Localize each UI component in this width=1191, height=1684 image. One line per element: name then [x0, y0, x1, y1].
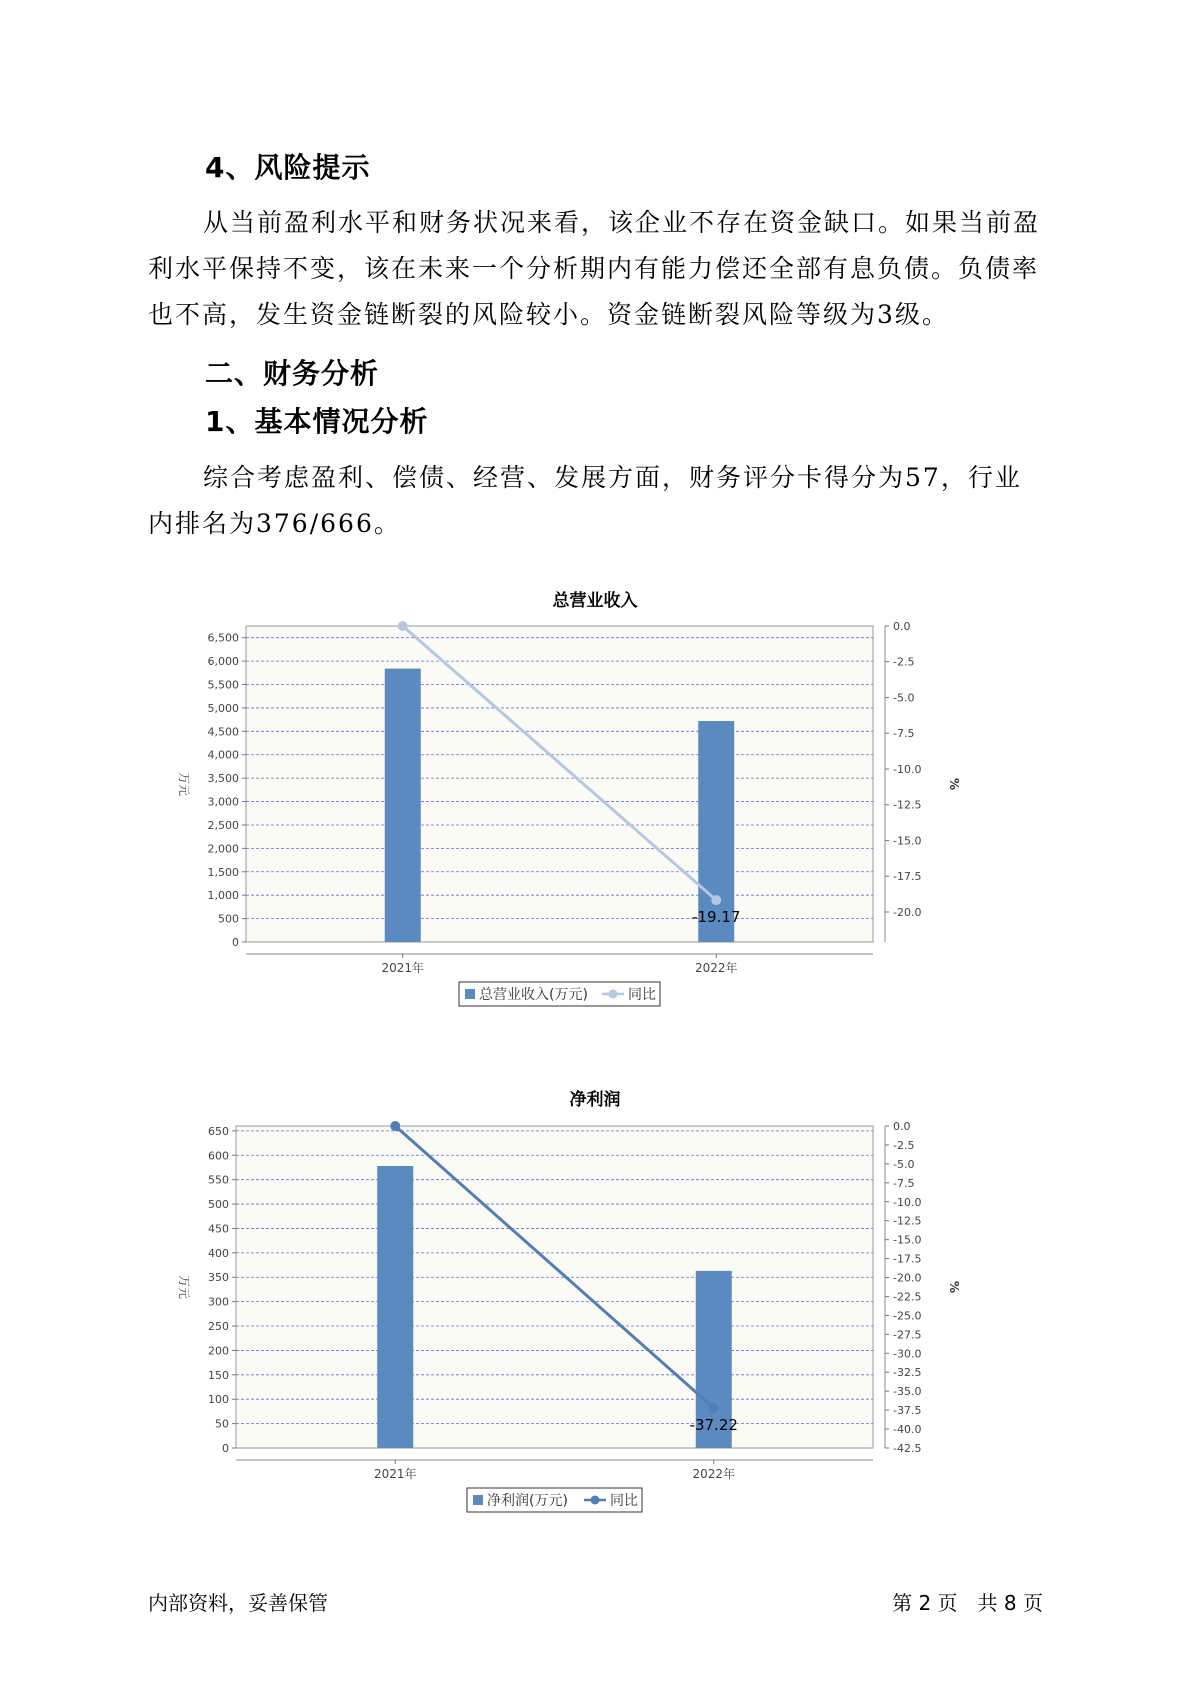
legend-label: 同比 [628, 987, 656, 1003]
basic-analysis-heading: 1、基本情况分析 [205, 405, 429, 438]
revenue-chart-title: 总营业收入 [552, 591, 638, 611]
y2-tick-label: -37.5 [893, 1404, 922, 1418]
x-tick-label: 2022年 [694, 961, 738, 975]
y-tick-label: 4,500 [207, 725, 239, 739]
y-tick-label: 600 [208, 1149, 229, 1163]
y-tick-label: 500 [218, 912, 239, 926]
legend-label: 总营业收入(万元) [479, 987, 588, 1003]
y-tick-label: 250 [208, 1320, 229, 1334]
y2-axis-label: % [947, 777, 961, 791]
y-axis-label: 万元 [177, 771, 191, 797]
y2-tick-label: -12.5 [893, 1214, 922, 1228]
y2-tick-label: -10.0 [893, 1195, 922, 1209]
y2-tick-label: -27.5 [893, 1328, 922, 1342]
legend-label: 净利润(万元) [487, 1493, 568, 1509]
y-tick-label: 400 [208, 1246, 229, 1260]
y2-tick-label: -20.0 [893, 1271, 922, 1285]
y-tick-label: 300 [208, 1295, 229, 1309]
y-tick-label: 5,000 [207, 701, 239, 715]
y-tick-label: 450 [208, 1222, 229, 1236]
y-tick-label: 50 [215, 1417, 229, 1431]
y-axis-label: 万元 [177, 1274, 191, 1300]
y2-tick-label: -7.5 [893, 727, 915, 741]
y-tick-label: 150 [208, 1368, 229, 1382]
y-tick-label: 4,000 [207, 748, 239, 762]
yoy-point [398, 621, 408, 631]
legend-swatch-bar [473, 1495, 483, 1505]
y2-tick-label: -7.5 [893, 1176, 915, 1190]
net-profit-chart-title: 净利润 [569, 1090, 621, 1110]
legend-swatch-point [609, 990, 618, 999]
yoy-data-label: -37.22 [689, 1415, 738, 1434]
yoy-point [390, 1121, 400, 1131]
y-tick-label: 550 [208, 1173, 229, 1187]
y2-tick-label: -5.0 [893, 691, 915, 705]
y-tick-label: 1,500 [207, 865, 239, 879]
y2-tick-label: -10.0 [893, 762, 922, 776]
y-tick-label: 5,500 [207, 678, 239, 692]
y-tick-label: 6,500 [207, 631, 239, 645]
bar [385, 669, 421, 942]
y-tick-label: 100 [208, 1393, 229, 1407]
y-tick-label: 350 [208, 1271, 229, 1285]
y2-tick-label: -42.5 [893, 1442, 922, 1455]
y-tick-label: 0 [222, 1442, 229, 1455]
y2-tick-label: 0.0 [893, 1120, 911, 1133]
legend-swatch-bar [465, 989, 475, 999]
y-tick-label: 3,500 [207, 772, 239, 786]
y2-tick-label: -17.5 [893, 1252, 922, 1266]
y-tick-label: 3,000 [207, 795, 239, 809]
risk-heading: 4、风险提示 [205, 151, 371, 184]
yoy-data-label: -19.17 [692, 908, 741, 927]
score-paragraph: 综合考虑盈利、偿债、经营、发展方面，财务评分卡得分为57，行业内排名为376/666。 [148, 463, 1022, 538]
y-tick-label: 0 [232, 936, 239, 949]
y-tick-label: 2,500 [207, 818, 239, 832]
y-tick-label: 200 [208, 1344, 229, 1358]
y-tick-label: 2,000 [207, 842, 239, 856]
y2-tick-label: -25.0 [893, 1309, 922, 1323]
plot-area [236, 1126, 873, 1448]
y2-tick-label: -2.5 [893, 1138, 915, 1152]
bar [377, 1166, 413, 1448]
y2-tick-label: -15.0 [893, 834, 922, 848]
legend-label: 同比 [610, 1493, 638, 1509]
y2-axis-label: % [947, 1280, 961, 1294]
revenue-chart [170, 610, 1050, 1030]
y-tick-label: 1,000 [207, 889, 239, 903]
y2-tick-label: -20.0 [893, 905, 922, 919]
y2-tick-label: 0.0 [893, 620, 911, 633]
y2-tick-label: -22.5 [893, 1290, 922, 1304]
y2-tick-label: -17.5 [893, 870, 922, 884]
y2-tick-label: -5.0 [893, 1157, 915, 1171]
y2-tick-label: -12.5 [893, 798, 922, 812]
y-tick-label: 650 [208, 1124, 229, 1138]
x-tick-label: 2021年 [373, 1467, 417, 1481]
footer-confidential: 内部资料，妥善保管 [148, 1591, 328, 1615]
x-tick-label: 2022年 [692, 1467, 736, 1481]
yoy-point [711, 895, 721, 905]
net-profit-chart [170, 1110, 1050, 1530]
y2-tick-label: -32.5 [893, 1366, 922, 1380]
y2-tick-label: -40.0 [893, 1423, 922, 1437]
yoy-point [709, 1403, 719, 1413]
y2-tick-label: -35.0 [893, 1385, 922, 1399]
plot-area [246, 626, 873, 942]
y-tick-label: 6,000 [207, 655, 239, 669]
footer-page-number: 第 2 页 共 8 页 [892, 1591, 1043, 1615]
legend-swatch-point [591, 1496, 600, 1505]
y2-tick-label: -15.0 [893, 1233, 922, 1247]
risk-paragraph: 从当前盈利水平和财务状况来看，该企业不存在资金缺口。如果当前盈利水平保持不变，该在未来一个分析期内有能力偿还全部有息负债。负债率也不高，发生资金链断裂的风险较小。资金链断裂风险等级为3级。 [148, 208, 1041, 329]
y-tick-label: 500 [208, 1198, 229, 1212]
finance-heading: 二、财务分析 [205, 357, 380, 390]
x-tick-label: 2021年 [381, 961, 425, 975]
y2-tick-label: -30.0 [893, 1347, 922, 1361]
y2-tick-label: -2.5 [893, 655, 915, 669]
